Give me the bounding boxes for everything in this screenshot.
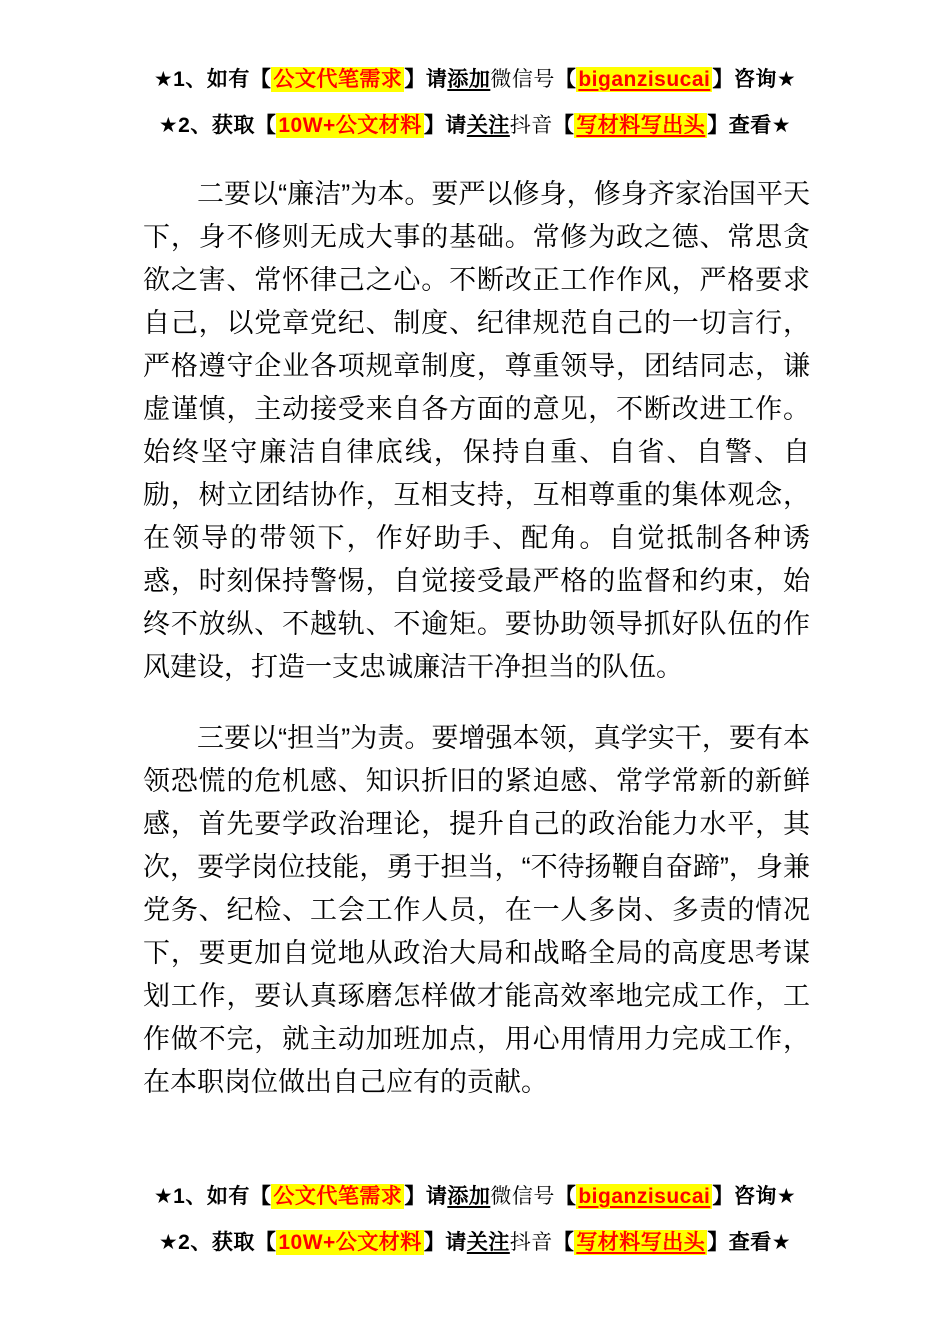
promo1-suffix: 】咨询★ xyxy=(712,68,797,91)
promo-banner-top xyxy=(0,0,950,149)
promo1-prefix: ★1、如有【 xyxy=(153,68,272,91)
promo1-suffix: 】咨询★ xyxy=(712,1185,797,1208)
promo1-action-underlined: 添加 xyxy=(447,1185,491,1208)
promo2-action-underlined: 关注 xyxy=(466,1231,510,1254)
promo1-highlight-keyword: 公文代笔需求 xyxy=(273,1185,403,1208)
promo2-action-underlined: 关注 xyxy=(466,114,510,137)
body-paragraph-2: 三要以“担当”为责。要增强本领，真学实干，要有本领恐慌的危机感、知识折旧的紧迫感、常学常新的新鲜感，首先要学政治理论，提升自己的政治能力水平，其次，要学岗位技能，勇于担当，“不待扬鞭自奋蹄”，身兼党务、纪检、工会工作人员，在一人多岗、多责的情况下，要更加自觉地从政治大局和战略全局的高度思考谋划工作，要认真琢磨怎样做才能高效率地完成工作，工作做不完，就主动加班加点，用心用情用力完成工作，在本职岗位做出自己应有的贡献。 xyxy=(143,723,810,1097)
promo1-highlight-keyword: 公文代笔需求 xyxy=(273,68,403,91)
promo2-highlight-keyword: 10W+公文材料 xyxy=(278,114,422,137)
promo2-account-highlight: 写材料写出头 xyxy=(576,114,706,137)
promo1-action-underlined: 添加 xyxy=(447,68,491,91)
promo-banner-bottom xyxy=(0,1174,950,1266)
promo2-prefix: ★2、获取【 xyxy=(158,114,277,137)
promo2-suffix: 】查看★ xyxy=(707,1231,792,1254)
promo-line-1-bottom xyxy=(0,1174,950,1220)
promo1-prefix: ★1、如有【 xyxy=(153,1185,272,1208)
promo2-bracket-please: 】请 xyxy=(423,1231,467,1254)
promo2-bracket-open: 【 xyxy=(552,114,575,137)
promo2-highlight-keyword: 10W+公文材料 xyxy=(278,1231,422,1254)
promo2-bracket-open: 【 xyxy=(552,1231,575,1254)
promo1-channel: 微信号 xyxy=(490,68,555,91)
promo-line-2 xyxy=(0,103,950,149)
promo1-bracket-please: 】请 xyxy=(404,1185,448,1208)
promo1-account-highlight: biganzisucai xyxy=(578,68,711,91)
promo2-prefix: ★2、获取【 xyxy=(158,1231,277,1254)
promo-line-2-bottom xyxy=(0,1220,950,1266)
promo2-channel: 抖音 xyxy=(509,114,553,137)
promo1-channel: 微信号 xyxy=(490,1185,555,1208)
promo2-suffix: 】查看★ xyxy=(707,114,792,137)
document-body xyxy=(143,173,810,1104)
promo2-channel: 抖音 xyxy=(509,1231,553,1254)
promo2-bracket-please: 】请 xyxy=(423,114,467,137)
promo2-account-highlight: 写材料写出头 xyxy=(576,1231,706,1254)
promo1-account-highlight: biganzisucai xyxy=(578,1185,711,1208)
promo1-bracket-please: 】请 xyxy=(404,68,448,91)
promo1-bracket-open: 【 xyxy=(554,1185,577,1208)
promo-line-1 xyxy=(0,57,950,103)
promo1-bracket-open: 【 xyxy=(554,68,577,91)
body-paragraph-1: 二要以“廉洁”为本。要严以修身，修身齐家治国平天下，身不修则无成大事的基础。常修为政之德、常思贪欲之害、常怀律己之心。不断改正工作作风，严格要求自己，以党章党纪、制度、纪律规范自己的一切言行，严格遵守企业各项规章制度，尊重领导，团结同志，谦虚谨慎，主动接受来自各方面的意见，不断改进工作。始终坚守廉洁自律底线，保持自重、自省、自警、自励，树立团结协作，互相支持，互相尊重的集体观念，在领导的带领下，作好助手、配角。自觉抵制各种诱惑，时刻保持警惕，自觉接受最严格的监督和约束，始终不放纵、不越轨、不逾矩。要协助领导抓好队伍的作风建设，打造一支忠诚廉洁干净担当的队伍。 xyxy=(143,179,810,682)
